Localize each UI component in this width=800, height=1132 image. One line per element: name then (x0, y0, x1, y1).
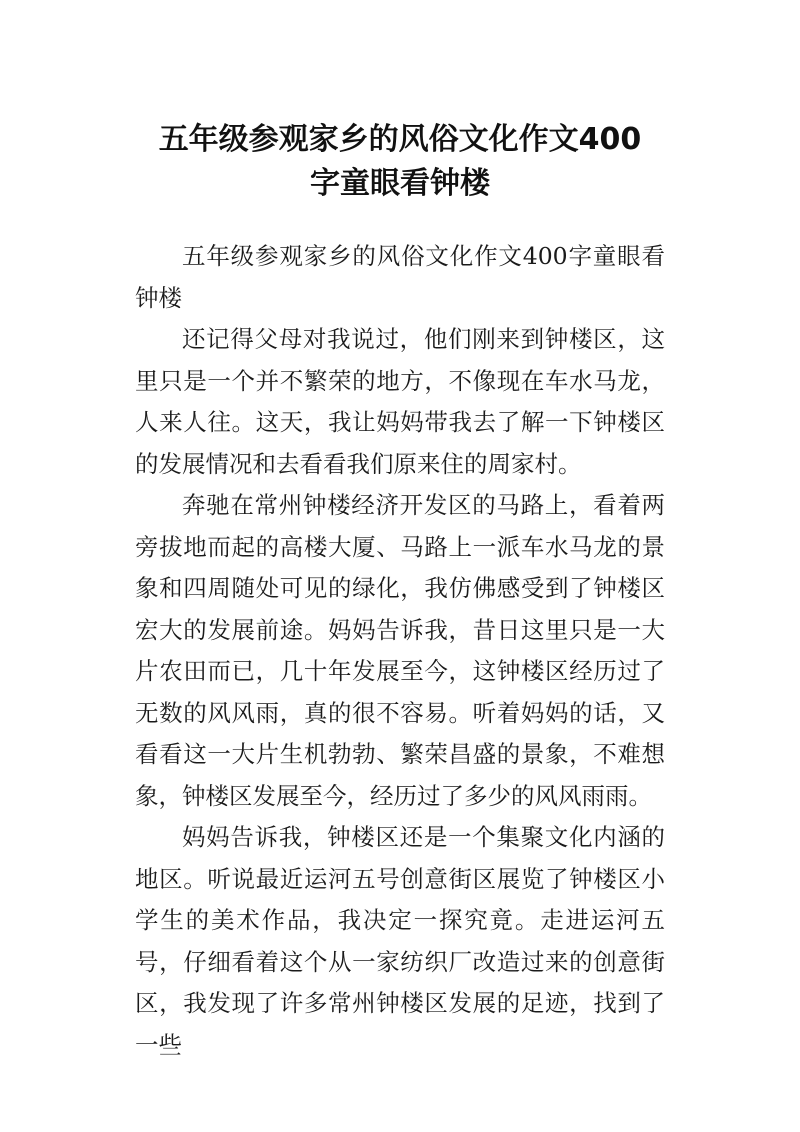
paragraph: 五年级参观家乡的风俗文化作文400字童眼看钟楼 (135, 242, 665, 312)
document-title (100, 118, 700, 206)
document-body (135, 236, 665, 1066)
paragraph: 还记得父母对我说过，他们刚来到钟楼区，这里只是一个并不繁荣的地方，不像现在车水马龙，人来人往。这天，我让妈妈带我去了解一下钟楼区的发展情况和去看看我们原来住的周家村。 (135, 325, 665, 478)
title-line-2: 字童眼看钟楼 (310, 166, 490, 202)
paragraph: 妈妈告诉我，钟楼区还是一个集聚文化内涵的地区。听说最近运河五号创意街区展览了钟楼区小学生的美术作品，我决定一探究竟。走进运河五号，仔细看着这个从一家纺织厂改造过来的创意街区，我发现了许多常州钟楼区发展的足迹，找到了一些 (135, 823, 665, 1059)
paragraph: 奔驰在常州钟楼经济开发区的马路上，看着两旁拔地而起的高楼大厦、马路上一派车水马龙的景象和四周随处可见的绿化，我仿佛感受到了钟楼区宏大的发展前途。妈妈告诉我，昔日这里只是一大片农田而已，几十年发展至今，这钟楼区经历过了无数的风风雨，真的很不容易。听着妈妈的话，又看看这一大片生机勃勃、繁荣昌盛的景象，不难想象，钟楼区发展至今，经历过了多少的风风雨雨。 (135, 491, 665, 810)
title-line-1: 五年级参观家乡的风俗文化作文400 (158, 122, 642, 158)
